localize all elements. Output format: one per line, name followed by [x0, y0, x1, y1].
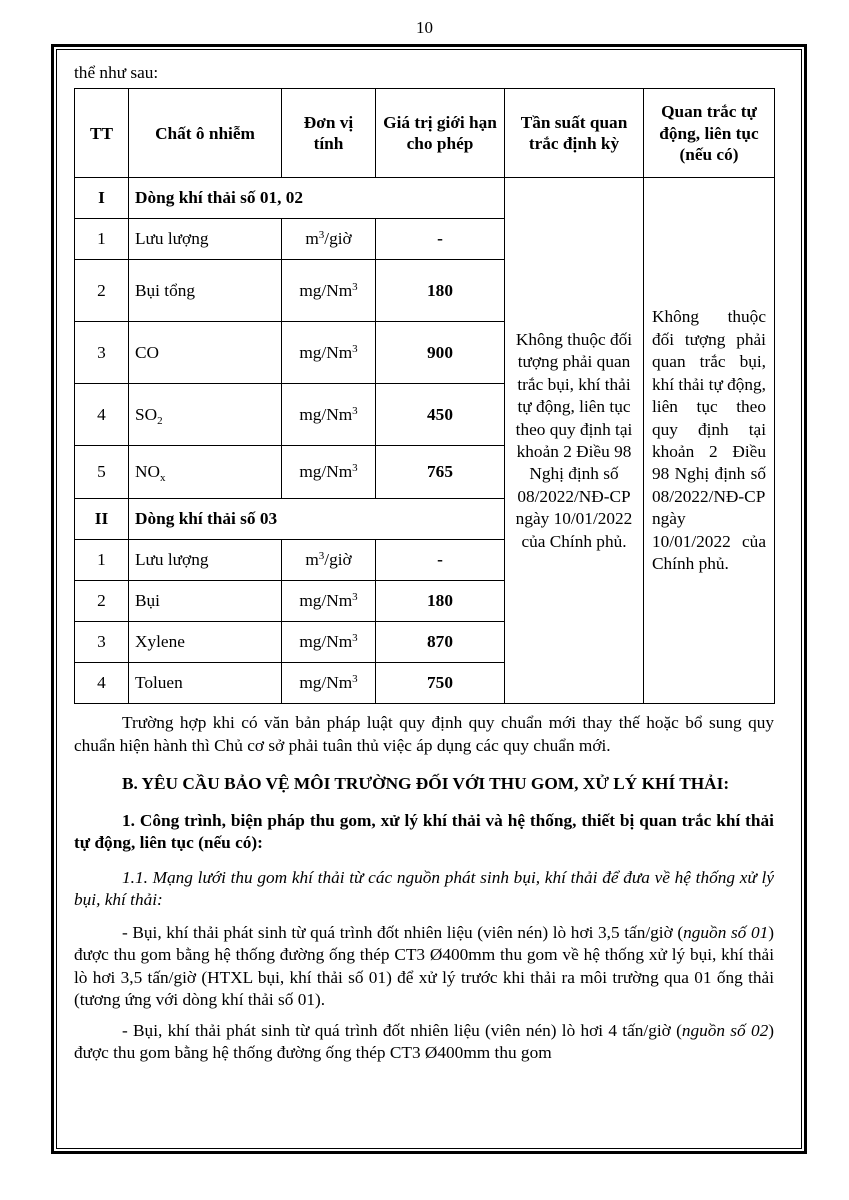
row-pollutant: Bụi tổng — [129, 260, 282, 322]
unit-base: mg/Nm — [299, 342, 353, 362]
row-tt: 1 — [75, 219, 129, 260]
row-value: 870 — [376, 622, 505, 663]
row-pollutant: Bụi — [129, 581, 282, 622]
unit-base: mg/Nm — [299, 591, 353, 611]
row-value: - — [376, 219, 505, 260]
page-number: 10 — [416, 18, 433, 37]
row-tt: 3 — [75, 622, 129, 663]
frequency-note: Không thuộc đối tượng phải quan trắc bụi, khí thải tự động, liên tục theo quy định tại khoản 2 Điều 98 Nghị định số 08/2022/NĐ-CP ngày 10/01/2022 của Chính phủ. — [505, 178, 644, 704]
pollutant-base: SO — [135, 404, 158, 424]
unit-sup: 3 — [318, 550, 325, 563]
row-value: - — [376, 540, 505, 581]
section-1-heading: 1. Công trình, biện pháp thu gom, xử lý khí thải và hệ thống, thiết bị quan trắc khí thải tự động, liên tục (nếu có): — [74, 810, 774, 853]
unit-sup: 3 — [352, 342, 358, 355]
row-pollutant: Toluen — [129, 663, 282, 704]
document-body — [74, 62, 774, 1065]
bullet-source-label: nguồn số 01 — [683, 922, 769, 942]
row-value: 180 — [376, 581, 505, 622]
row-unit — [282, 322, 376, 384]
row-pollutant — [129, 446, 282, 499]
row-unit — [282, 581, 376, 622]
table-header-row — [75, 89, 775, 178]
row-tt: 4 — [75, 384, 129, 446]
bullet-text: - Bụi, khí thải phát sinh từ quá trình đốt nhiên liệu (viên nén) lò hơi 3,5 tấn/giờ ( — [122, 922, 684, 942]
row-pollutant: CO — [129, 322, 282, 384]
unit-base: mg/Nm — [299, 404, 353, 424]
header-tt: TT — [75, 89, 129, 178]
group-index: II — [75, 499, 129, 540]
bullet-text: ) được thu gom bằng hệ thống đường ống thép CT3 Ø400mm thu gom — [74, 1020, 774, 1063]
row-value: 900 — [376, 322, 505, 384]
pollutant-base: NO — [135, 462, 160, 482]
row-value: 765 — [376, 446, 505, 499]
header-unit: Đơn vị tính — [282, 89, 376, 178]
row-pollutant: Lưu lượng — [129, 219, 282, 260]
header-frequency: Tần suất quan trắc định kỳ — [505, 89, 644, 178]
header-continuous: Quan trắc tự động, liên tục (nếu có) — [644, 89, 775, 178]
unit-sup: 3 — [352, 673, 358, 686]
bullet-text: ) được thu gom bằng hệ thống đường ống thép CT3 Ø400mm thu gom về hệ thống xử lý bụi, khí thải lò hơi 3,5 tấn/giờ (HTXL bụi, khí thải số 01) để xử lý trước khi thải ra môi trường qua 01 ống thải (tương ứng với dòng khí thải số 01). — [74, 922, 774, 1010]
intro-text: thể như sau: — [74, 63, 159, 82]
row-pollutant — [129, 384, 282, 446]
unit-base: mg/Nm — [299, 673, 353, 693]
row-tt: 5 — [75, 446, 129, 499]
row-value: 180 — [376, 260, 505, 322]
row-value: 450 — [376, 384, 505, 446]
unit-sup: 3 — [352, 280, 358, 293]
row-tt: 4 — [75, 663, 129, 704]
bullet-source-label: nguồn số 02 — [681, 1020, 769, 1040]
row-value: 750 — [376, 663, 505, 704]
unit-base: mg/Nm — [299, 280, 353, 300]
group-row — [75, 178, 775, 219]
unit-base: mg/Nm — [299, 632, 353, 652]
group-title: Dòng khí thải số 03 — [129, 499, 505, 540]
header-pollutant: Chất ô nhiễm — [129, 89, 282, 178]
row-tt: 2 — [75, 260, 129, 322]
group-index: I — [75, 178, 129, 219]
row-unit — [282, 260, 376, 322]
section-1-1-heading: 1.1. Mạng lưới thu gom khí thải từ các nguồn phát sinh bụi, khí thải để đưa về hệ thống xử lý bụi, khí thải: — [74, 867, 774, 910]
pollutant-sub: 2 — [157, 414, 163, 427]
row-tt: 3 — [75, 322, 129, 384]
row-unit — [282, 540, 376, 581]
unit-sup: 3 — [352, 462, 358, 475]
row-unit — [282, 446, 376, 499]
unit-rest: /giờ — [324, 550, 352, 570]
unit-base: m — [305, 550, 319, 570]
row-unit — [282, 663, 376, 704]
row-unit — [282, 219, 376, 260]
group-title: Dòng khí thải số 01, 02 — [129, 178, 505, 219]
row-tt: 1 — [75, 540, 129, 581]
header-limit: Giá trị giới hạn cho phép — [376, 89, 505, 178]
unit-base: m — [305, 229, 319, 249]
section-b-heading: B. YÊU CẦU BẢO VỆ MÔI TRƯỜNG ĐỐI VỚI THU GOM, XỬ LÝ KHÍ THẢI: — [122, 774, 730, 794]
emission-limits-table — [74, 88, 775, 704]
unit-sup: 3 — [352, 632, 358, 645]
unit-sup: 3 — [352, 404, 358, 417]
row-unit — [282, 384, 376, 446]
row-tt: 2 — [75, 581, 129, 622]
row-pollutant: Xylene — [129, 622, 282, 663]
unit-rest: /giờ — [324, 229, 352, 249]
unit-sup: 3 — [318, 229, 325, 242]
row-unit — [282, 622, 376, 663]
bullet-source-01 — [74, 922, 774, 1012]
unit-sup: 3 — [352, 591, 358, 604]
replacement-paragraph: Trường hợp khi có văn bản pháp luật quy định quy chuẩn mới thay thế hoặc bổ sung quy chuẩn hiện hành thì Chủ cơ sở phải tuân thủ việc áp dụng các quy chuẩn mới. — [74, 713, 774, 755]
bullet-source-02 — [74, 1020, 774, 1065]
row-pollutant: Lưu lượng — [129, 540, 282, 581]
unit-base: mg/Nm — [299, 462, 353, 482]
continuous-note: Không thuộc đối tượng phải quan trắc bụi, khí thải tự động, liên tục theo quy định tại khoản 2 Điều 98 Nghị định số 08/2022/NĐ-CP ngày 10/01/2022 của Chính phủ. — [644, 178, 775, 704]
bullet-text: - Bụi, khí thải phát sinh từ quá trình đốt nhiên liệu (viên nén) lò hơi 4 tấn/giờ ( — [122, 1020, 682, 1040]
pollutant-sub: x — [159, 472, 166, 485]
